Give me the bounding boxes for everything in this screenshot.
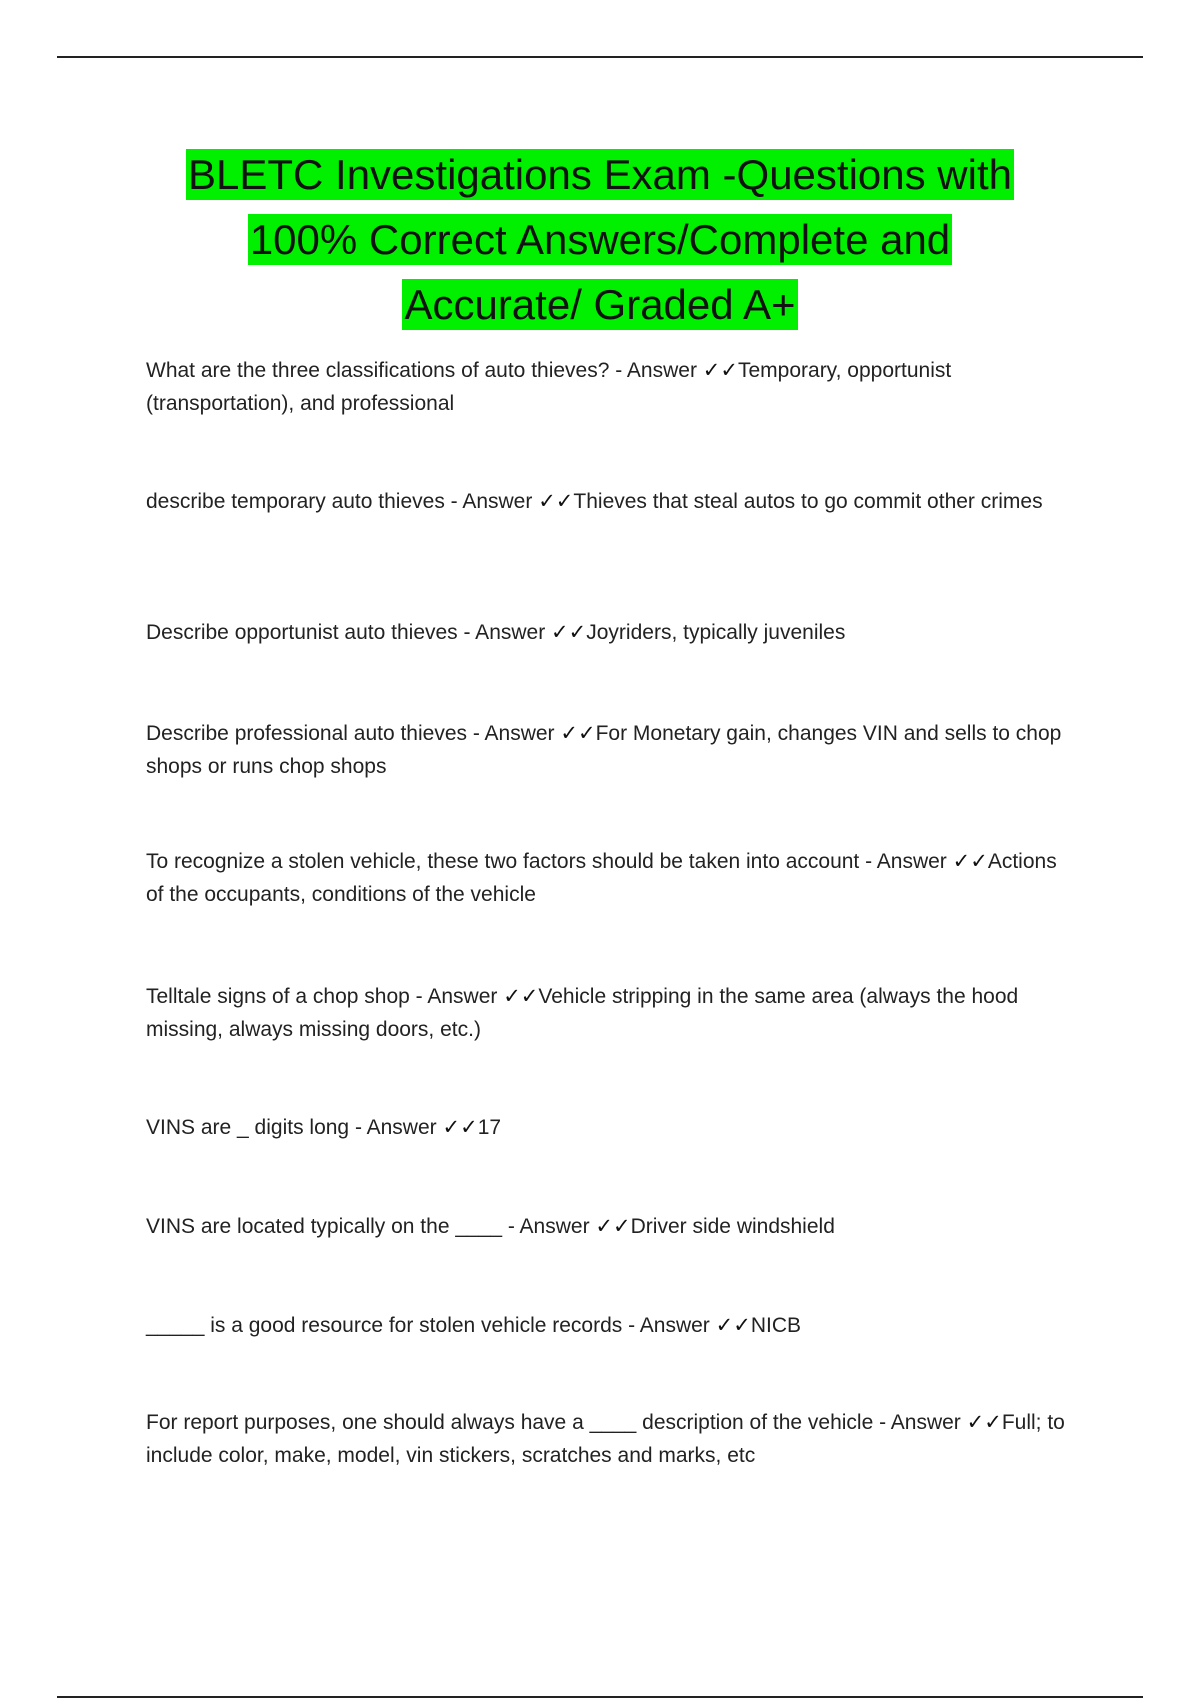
title-line-3: Accurate/ Graded A+ — [404, 281, 796, 328]
question-text: VINS are _ digits long - Answer — [146, 1116, 443, 1139]
answer-text: Actions of the occupants, conditions of the vehicle — [146, 850, 1057, 906]
qa-item-10 — [146, 1406, 1066, 1472]
question-text: Telltale signs of a chop shop - Answer — [146, 985, 504, 1008]
qa-item-9 — [146, 1309, 1066, 1342]
qa-item-5 — [146, 845, 1066, 911]
title-line-2: 100% Correct Answers/Complete and — [249, 216, 951, 263]
answer-text: Vehicle stripping in the same area (always the hood missing, always missing doors, etc.) — [146, 985, 1019, 1041]
double-check-icon: ✓✓ — [595, 1214, 631, 1238]
title-line-1: BLETC Investigations Exam -Questions with — [187, 151, 1012, 198]
answer-text: NICB — [750, 1314, 802, 1337]
bottom-rule — [57, 1696, 1143, 1698]
double-check-icon: ✓✓ — [702, 358, 738, 382]
question-text: To recognize a stolen vehicle, these two factors should be taken into account - Answer — [146, 850, 953, 873]
qa-item-6 — [146, 980, 1066, 1046]
answer-text: Temporary, opportunist (transportation), and professional — [146, 359, 952, 415]
question-text: VINS are located typically on the ____ - Answer — [146, 1215, 596, 1238]
qa-item-4 — [146, 717, 1066, 783]
question-text: Describe professional auto thieves - Answer — [146, 722, 561, 745]
question-text: Describe opportunist auto thieves - Answer — [146, 621, 552, 644]
answer-text: Joyriders, typically juveniles — [586, 621, 846, 644]
double-check-icon: ✓✓ — [503, 984, 539, 1008]
answer-text: Full; to include color, make, model, vin stickers, scratches and marks, etc — [146, 1411, 1065, 1467]
double-check-icon: ✓✓ — [538, 489, 574, 513]
document-title — [130, 142, 1070, 337]
answer-text: For Monetary gain, changes VIN and sells to chop shops or runs chop shops — [146, 722, 1062, 778]
double-check-icon: ✓✓ — [952, 849, 988, 873]
answer-text: 17 — [477, 1116, 502, 1139]
qa-item-2 — [146, 485, 1066, 518]
double-check-icon: ✓✓ — [551, 620, 587, 644]
question-text: _____ is a good resource for stolen vehicle records - Answer — [146, 1314, 716, 1337]
qa-item-8 — [146, 1210, 1066, 1243]
qa-item-3 — [146, 616, 1066, 649]
question-text: What are the three classifications of auto thieves? - Answer — [146, 359, 703, 382]
double-check-icon: ✓✓ — [715, 1313, 751, 1337]
double-check-icon: ✓✓ — [442, 1115, 478, 1139]
question-text: For report purposes, one should always have a ____ description of the vehicle - Answer — [146, 1411, 967, 1434]
top-rule — [57, 56, 1143, 58]
qa-item-7 — [146, 1111, 1066, 1144]
answer-text: Thieves that steal autos to go commit other crimes — [573, 490, 1043, 513]
double-check-icon: ✓✓ — [560, 721, 596, 745]
answer-text: Driver side windshield — [630, 1215, 835, 1238]
question-text: describe temporary auto thieves - Answer — [146, 490, 539, 513]
double-check-icon: ✓✓ — [966, 1410, 1002, 1434]
qa-item-1 — [146, 354, 1066, 420]
